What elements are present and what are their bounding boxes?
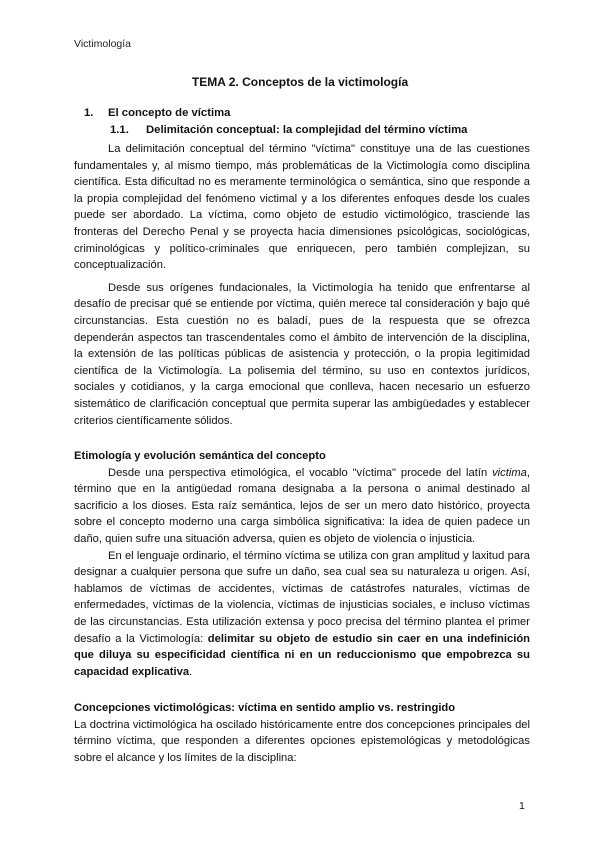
subsection-title: Delimitación conceptual: la complejidad del término víctima <box>146 124 468 136</box>
running-header: Victimología <box>74 38 132 50</box>
conceptions-heading: Concepciones victimológicas: víctima en sentido amplio vs. restringido <box>74 702 456 714</box>
paragraph-text: En el lenguaje ordinario, el término víctima se utiliza con gran amplitud y laxitud para designar a cualquier persona que sufre un daño, sea cual sea su naturaleza u origen. Así, hablamos de víctimas de accidentes, víctimas de catástrofes naturales, víctimas de enfermedades, víctimas de la violencia, víctimas de injusticias sociales, e incluso víctimas de las circunstancias. Esta utilización extensa y poco precisa del término plantea el primer desafío a la Victimología: <box>74 549 530 645</box>
paragraph-text: . <box>189 665 193 678</box>
body-block-3 <box>74 700 530 766</box>
paragraph-text: Desde una perspectiva etimológica, el vocablo "víctima" procede del latín <box>108 466 493 479</box>
body-block-2 <box>74 448 530 680</box>
section-title: El concepto de víctima <box>108 107 231 119</box>
emphasis-text: delimitar su objeto de estudio sin caer en una indefinición que diluya su especificidad científica ni en un reduccionismo que empobrezca su capacidad explicativa <box>74 632 530 678</box>
paragraph: Desde sus orígenes fundacionales, la Victimología ha tenido que enfrentarse al desafío de precisar qué se entiende por víctima, quién merece tal consideración y bajo qué circunstancias. Esta cuestión no es baladí, pues de la respuesta que se ofrezca dependerán aspectos tan trascendentales como el ámbito de intervención de la disciplina, la extensión de las políticas públicas de asistencia y protección, o la propia legitimidad científica de la Victimología. La polisemia del término, su uso en contextos jurídicos, sociales y cotidianos, y la carga emocional que conlleva, hacen necesario un esfuerzo sistemático de clarificación conceptual que permita superar las ambigüedades y establecer criterios científicamente sólidos. <box>74 281 530 427</box>
etymology-heading: Etimología y evolución semántica del concepto <box>74 450 326 462</box>
page-title: TEMA 2. Conceptos de la victimología <box>191 75 409 89</box>
latin-term: victima <box>492 466 527 479</box>
subsection-heading <box>110 124 467 136</box>
body-block-1 <box>74 141 530 429</box>
page-number: 1 <box>519 800 525 812</box>
paragraph <box>74 548 530 681</box>
paragraph <box>74 465 530 548</box>
paragraph: La delimitación conceptual del término "víctima" constituye una de las cuestiones fundamentales y, al mismo tiempo, más problemáticas de la Victimología como disciplina científica. Esta dificultad no es meramente terminológica o semántica, sino que responde a la propia complejidad del fenómeno victimal y a los diferentes enfoques desde los cuales puede ser abordado. La víctima, como objeto de estudio victimológico, trasciende las fronteras del Derecho Penal y se proyecta hacia dimensiones psicológicas, sociológicas, criminológicas y político-criminales que enriquecen, pero también complejizan, su conceptualización. <box>74 143 530 272</box>
section-heading <box>84 107 230 119</box>
subsection-number: 1.1. <box>110 124 129 136</box>
paragraph: La doctrina victimológica ha oscilado históricamente entre dos concepciones principales del término víctima, que responden a diferentes opciones epistemológicas y metodológicas sobre el alcance y los límites de la disciplina: <box>74 718 530 764</box>
section-number: 1. <box>84 107 94 119</box>
paragraph-text: , término que en la antigüedad romana designaba a la persona o animal destinado al sacrificio a los dioses. Esta raíz semántica, lejos de ser un mero dato histórico, proyecta sobre el concepto moderno una carga simbólica significativa: la idea de quien padece un daño, quien sufre una situación adversa, quien es objeto de violencia o injusticia. <box>74 466 530 545</box>
